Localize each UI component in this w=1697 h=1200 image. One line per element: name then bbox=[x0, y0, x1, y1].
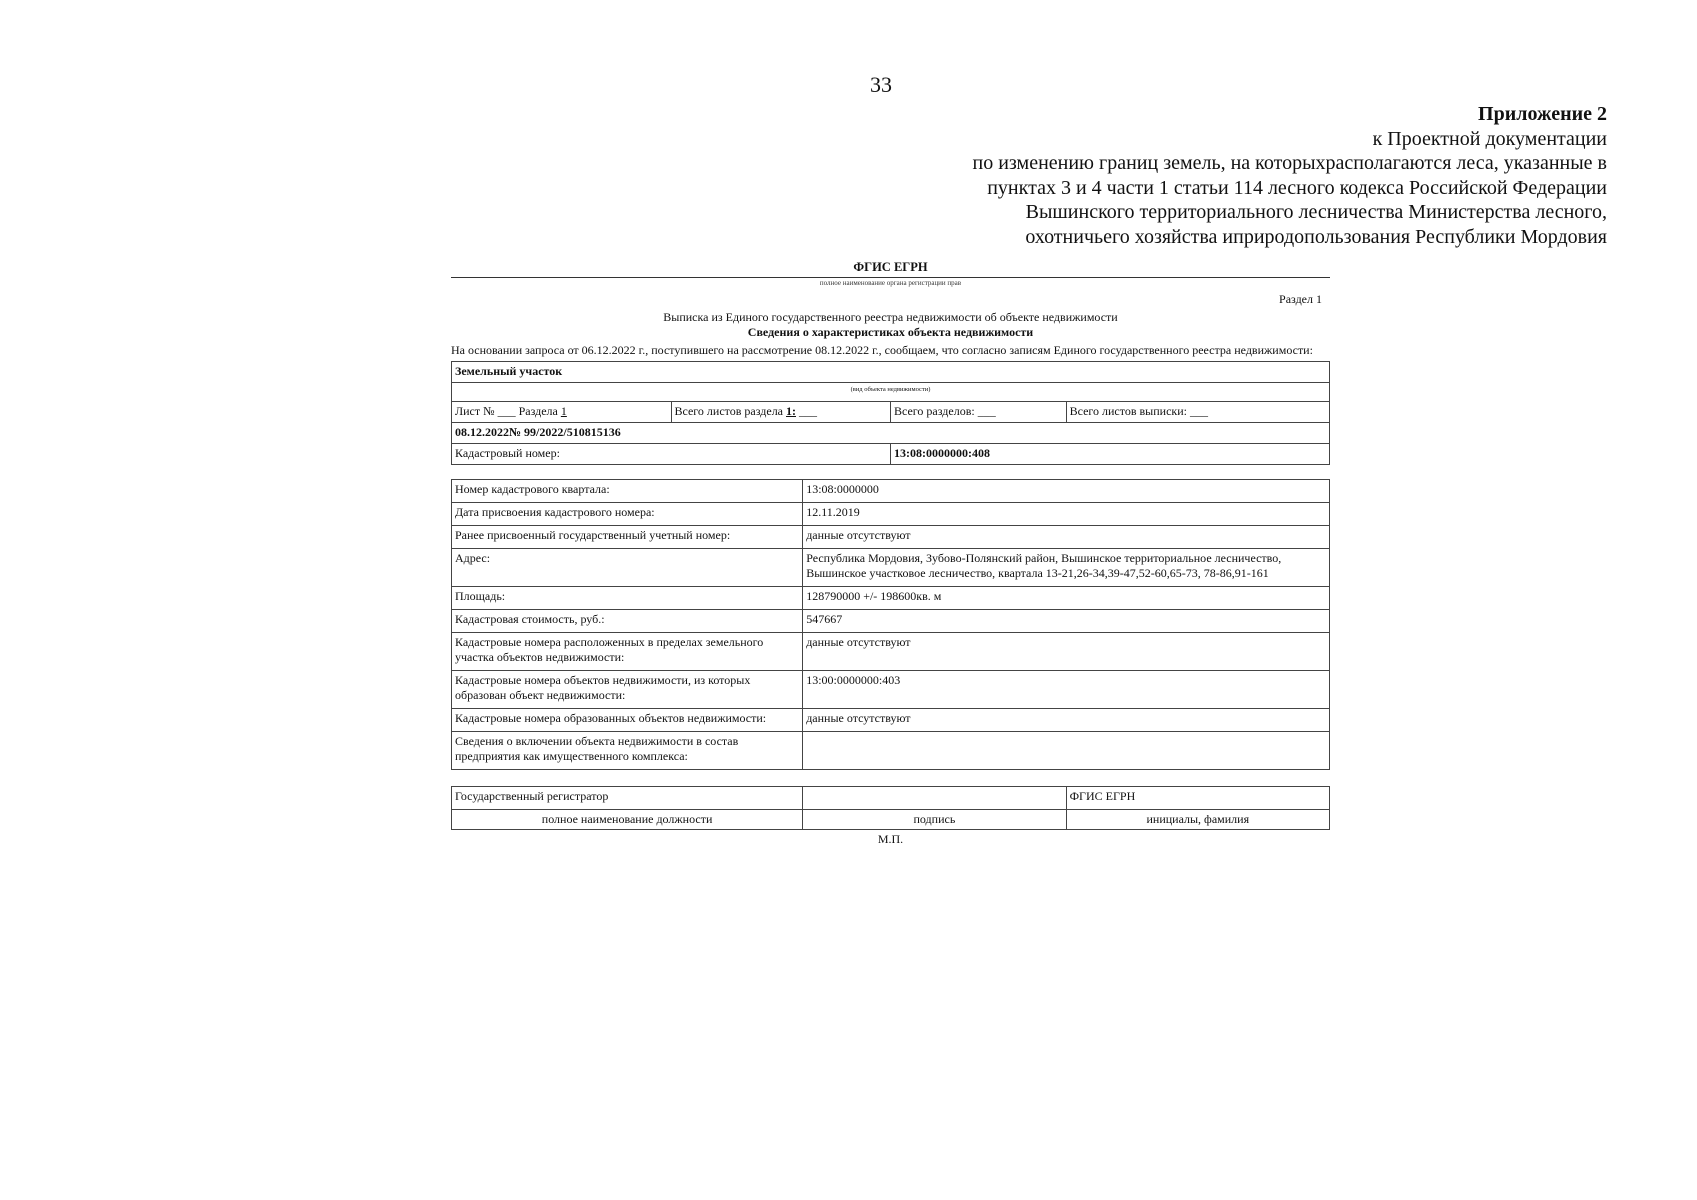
row-label: Адрес: bbox=[452, 549, 803, 587]
caption-name: инициалы, фамилия bbox=[1066, 810, 1329, 830]
row-value: 547667 bbox=[803, 610, 1330, 633]
appendix-title: Приложение 2 bbox=[1478, 103, 1607, 125]
row-label: Дата присвоения кадастрового номера: bbox=[452, 503, 803, 526]
table-row bbox=[452, 709, 1330, 732]
section-label: Раздел 1 bbox=[1279, 292, 1322, 306]
row-value: 13:08:0000000 bbox=[803, 480, 1330, 503]
org-caption: полное наименование органа регистрации прав bbox=[819, 279, 962, 287]
row-label: Номер кадастрового квартала: bbox=[452, 480, 803, 503]
registrar-name: ФГИС ЕГРН bbox=[1066, 787, 1329, 810]
org-name: ФГИС ЕГРН bbox=[853, 260, 928, 274]
extract-title: Выписка из Единого государственного реестра недвижимости об объекте недвижимости bbox=[663, 310, 1118, 324]
table-row bbox=[452, 549, 1330, 587]
row-label: Сведения о включении объекта недвижимости в состав предприятия как имущественного комплекса: bbox=[452, 732, 803, 770]
characteristics-table bbox=[451, 479, 1330, 770]
row-value: 128790000 +/- 198600кв. м bbox=[803, 587, 1330, 610]
sheets-in-section: Всего листов раздела 1: ___ bbox=[671, 402, 891, 423]
table-row bbox=[452, 503, 1330, 526]
registrar-table bbox=[451, 786, 1330, 830]
header-table bbox=[451, 361, 1330, 465]
registrar-position: Государственный регистратор bbox=[452, 787, 803, 810]
egrn-extract bbox=[451, 260, 1330, 847]
record-number: 08.12.2022№ 99/2022/510815136 bbox=[452, 423, 1330, 444]
cadastral-number-value: 13:08:0000000:408 bbox=[891, 444, 1330, 465]
table-row bbox=[452, 610, 1330, 633]
row-value: 13:00:0000000:403 bbox=[803, 671, 1330, 709]
table-row bbox=[452, 732, 1330, 770]
basis-text: На основании запроса от 06.12.2022 г., поступившего на рассмотрение 08.12.2022 г., сообщаем, что согласно записям Единого государственного реестра недвижимости: bbox=[451, 343, 1313, 357]
row-value: данные отсутствуют bbox=[803, 709, 1330, 732]
appendix-line: охотничьего хозяйства иприродопользования Республики Мордовия bbox=[1025, 225, 1607, 248]
sheet-number: Лист № ___ Раздела 1 bbox=[452, 402, 672, 423]
appendix-line: к Проектной документации bbox=[1372, 127, 1607, 150]
row-label: Кадастровые номера расположенных в пределах земельного участка объектов недвижимости: bbox=[452, 633, 803, 671]
extract-subtitle: Сведения о характеристиках объекта недвижимости bbox=[747, 325, 1034, 339]
object-type-caption: (вид объекта недвижимости) bbox=[452, 383, 1330, 402]
registrar-signature bbox=[803, 787, 1066, 810]
page-number: 33 bbox=[870, 72, 892, 97]
appendix-line: пунктах 3 и 4 части 1 статьи 114 лесного кодекса Российской Федерации bbox=[987, 176, 1607, 199]
appendix-line: по изменению границ земель, на которыхрасполагаются леса, указанные в bbox=[972, 152, 1607, 174]
row-label: Кадастровые номера объектов недвижимости, из которых образован объект недвижимости: bbox=[452, 671, 803, 709]
caption-signature: подпись bbox=[803, 810, 1066, 830]
row-label: Кадастровая стоимость, руб.: bbox=[452, 610, 803, 633]
row-value: данные отсутствуют bbox=[803, 633, 1330, 671]
table-row bbox=[452, 671, 1330, 709]
row-label: Ранее присвоенный государственный учетный номер: bbox=[452, 526, 803, 549]
total-sheets: Всего листов выписки: ___ bbox=[1066, 402, 1329, 423]
table-row bbox=[452, 526, 1330, 549]
stamp-place: М.П. bbox=[877, 832, 904, 846]
row-value bbox=[803, 732, 1330, 770]
appendix-line: Вышинского территориального лесничества Министерства лесного, bbox=[1025, 201, 1607, 223]
total-sections: Всего разделов: ___ bbox=[891, 402, 1067, 423]
row-value: данные отсутствуют bbox=[803, 526, 1330, 549]
cadastral-number-label: Кадастровый номер: bbox=[452, 444, 891, 465]
caption-position: полное наименование должности bbox=[452, 810, 803, 830]
table-row bbox=[452, 633, 1330, 671]
object-type: Земельный участок bbox=[452, 362, 1330, 383]
row-label: Кадастровые номера образованных объектов недвижимости: bbox=[452, 709, 803, 732]
org-underline bbox=[451, 277, 1330, 278]
row-label: Площадь: bbox=[452, 587, 803, 610]
table-row bbox=[452, 480, 1330, 503]
table-row bbox=[452, 587, 1330, 610]
row-value: Республика Мордовия, Зубово-Полянский район, Вышинское территориальное лесничество, Вышинское участковое лесничество, квартала 13-21,26-34,39-47,52-60,65-73, 78-86,91-161 bbox=[803, 549, 1330, 587]
appendix-header bbox=[707, 102, 1607, 249]
row-value: 12.11.2019 bbox=[803, 503, 1330, 526]
